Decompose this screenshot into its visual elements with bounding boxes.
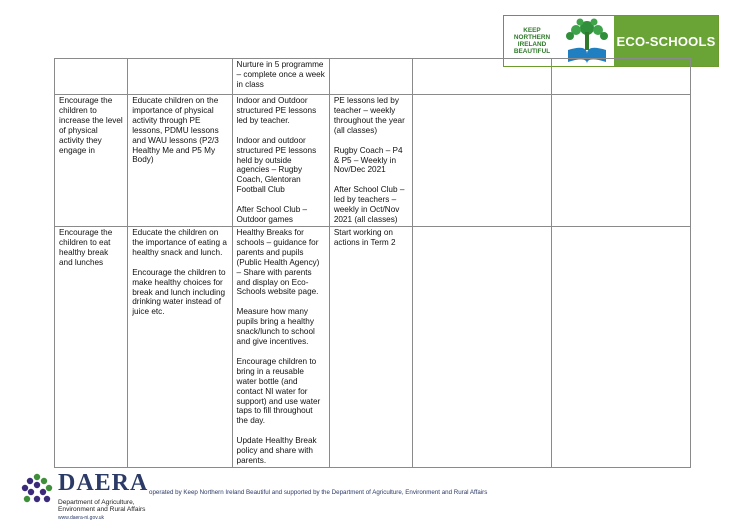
cell-text: Healthy Breaks for schools – guidance for parents and pupils (Public Health Agency) – Share with parents and display on Eco- Schools website page. — [236, 227, 320, 297]
logo-line: IRELAND — [517, 41, 547, 48]
footer-note: operated by Keep Northern Ireland Beautiful and supported by the Department of Agriculture, Environment and Rural Affairs — [149, 489, 488, 496]
logo-line: BEAUTIFUL — [513, 48, 551, 56]
table-cell — [232, 226, 329, 467]
cell-text: Update Healthy Break policy and share with parents. — [236, 436, 317, 466]
daera-mark-icon — [20, 472, 54, 506]
cell-text: Rugby Coach – P4 & P5 – Weekly in Nov/Dec 2021 — [333, 145, 403, 175]
cell-text: After School Club – led by teachers – weekly in Oct/Nov 2021 (all classes) — [333, 185, 405, 225]
cell-text: After School Club – Outdoor games — [236, 205, 308, 225]
cell-text: Encourage the children to increase the level of physical activity they engage in — [59, 96, 123, 155]
table-cell — [55, 59, 128, 95]
cell-text: Encourage the children to make healthy choices for break and lunch including drinking water instead of juice etc. — [132, 267, 226, 317]
department-name: Department of Agriculture, Environment and Rural Affairs — [58, 499, 146, 514]
table-cell — [413, 226, 551, 467]
action-plan-table — [54, 58, 691, 468]
table-cell — [329, 59, 412, 95]
eco-schools-wordmark: ECO-SCHOOLS — [614, 16, 718, 66]
table-row — [55, 95, 691, 227]
logo-line: NORTHERN — [513, 33, 551, 41]
table-cell — [551, 226, 691, 467]
cell-text: Measure how many pupils bring a healthy snack/lunch to school and give incentives. — [236, 307, 315, 347]
cell-text: Educate the children on the importance of eating a healthy snack and lunch. — [132, 227, 227, 257]
table-cell — [55, 226, 128, 467]
cell-text: Educate children on the importance of physical activity through PE lessons, PDMU lessons and WAU lessons (P2/3 Healthy Me and P5 My Body) — [132, 96, 219, 165]
table-cell — [551, 59, 691, 95]
table-cell — [128, 59, 232, 95]
table-cell — [55, 95, 128, 227]
cell-text: Encourage children to bring in a reusable water bottle (and contact NI water for support) and use water taps to fill throughout the day. — [236, 356, 321, 426]
daera-logo — [20, 470, 148, 522]
logo-line: KEEP — [523, 26, 541, 34]
cell-text: Nurture in 5 programme – complete once a week in class — [236, 60, 325, 89]
table-cell — [329, 95, 412, 227]
cell-text: PE lessons led by teacher – weekly throughout the year (all classes) — [333, 96, 405, 135]
table-cell — [551, 95, 691, 227]
table-cell — [413, 59, 551, 95]
cell-text: Start working on actions in Term 2 — [333, 227, 396, 247]
table-cell — [413, 95, 551, 227]
table-row — [55, 59, 691, 95]
table-row — [55, 226, 691, 467]
table-cell — [329, 226, 412, 467]
daera-wordmark: DAERA — [58, 470, 149, 496]
table-cell — [128, 226, 232, 467]
table-cell — [232, 95, 329, 227]
cell-text: Indoor and Outdoor structured PE lessons led by teacher. — [236, 96, 317, 125]
cell-text: Indoor and outdoor structured PE lessons held by outside agencies – Rugby Coach, Glentoran Football Club — [236, 135, 317, 195]
cell-text: Encourage the children to eat healthy break and lunches — [59, 227, 113, 267]
table-cell — [128, 95, 232, 227]
daera-url: www.daera-ni.gov.uk — [58, 515, 105, 521]
table-cell — [232, 59, 329, 95]
